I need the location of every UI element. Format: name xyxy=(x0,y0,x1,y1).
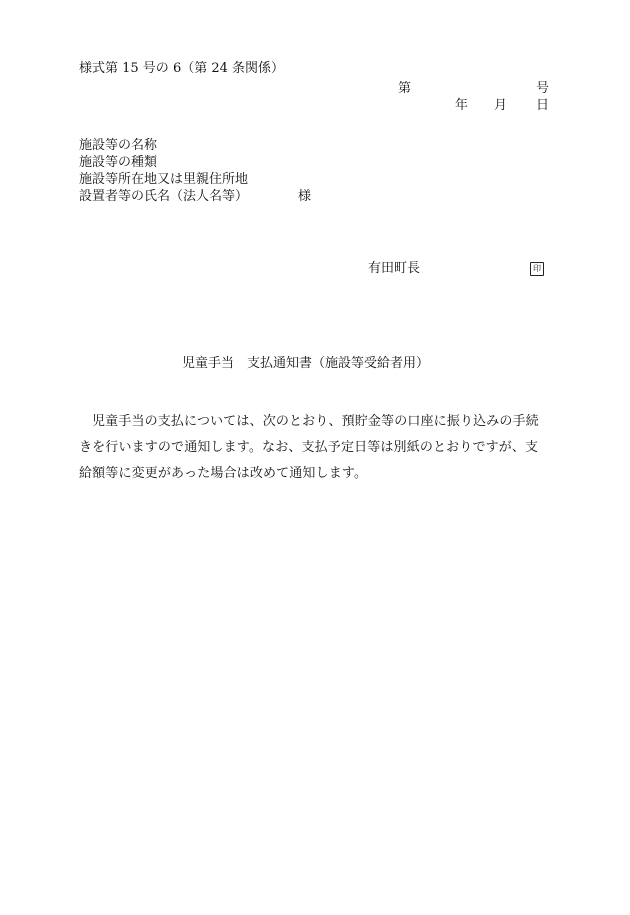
form-number: 様式第 15 号の 6（第 24 条関係） xyxy=(79,61,285,76)
document-title: 児童手当 支払通知書（施設等受給者用） xyxy=(182,356,430,371)
recipient-block xyxy=(79,137,311,205)
document-number-prefix: 第 xyxy=(398,81,412,96)
honorific: 様 xyxy=(298,189,312,204)
date-day-label: 日 xyxy=(536,98,550,113)
founder-name-line xyxy=(79,188,311,205)
date-year-label: 年 xyxy=(455,98,469,113)
facility-address-label: 施設等所在地又は里親住所地 xyxy=(79,172,249,187)
facility-type-label: 施設等の種類 xyxy=(79,155,158,170)
founder-name-label: 設置者等の氏名（法人名等） xyxy=(79,189,249,204)
facility-name-label: 施設等の名称 xyxy=(79,138,158,153)
date-month-label: 月 xyxy=(494,98,508,113)
mayor-label: 有田町長 xyxy=(368,261,421,276)
document-number-suffix: 号 xyxy=(536,81,550,96)
seal-icon: 印 xyxy=(530,262,544,276)
body-paragraph: 児童手当の支払については、次のとおり、預貯金等の口座に振り込みの手続きを行いますので通知します。なお、支払予定日等は別紙のとおりですが、支給額等に変更があった場合は改めて通知します。 xyxy=(79,414,539,481)
